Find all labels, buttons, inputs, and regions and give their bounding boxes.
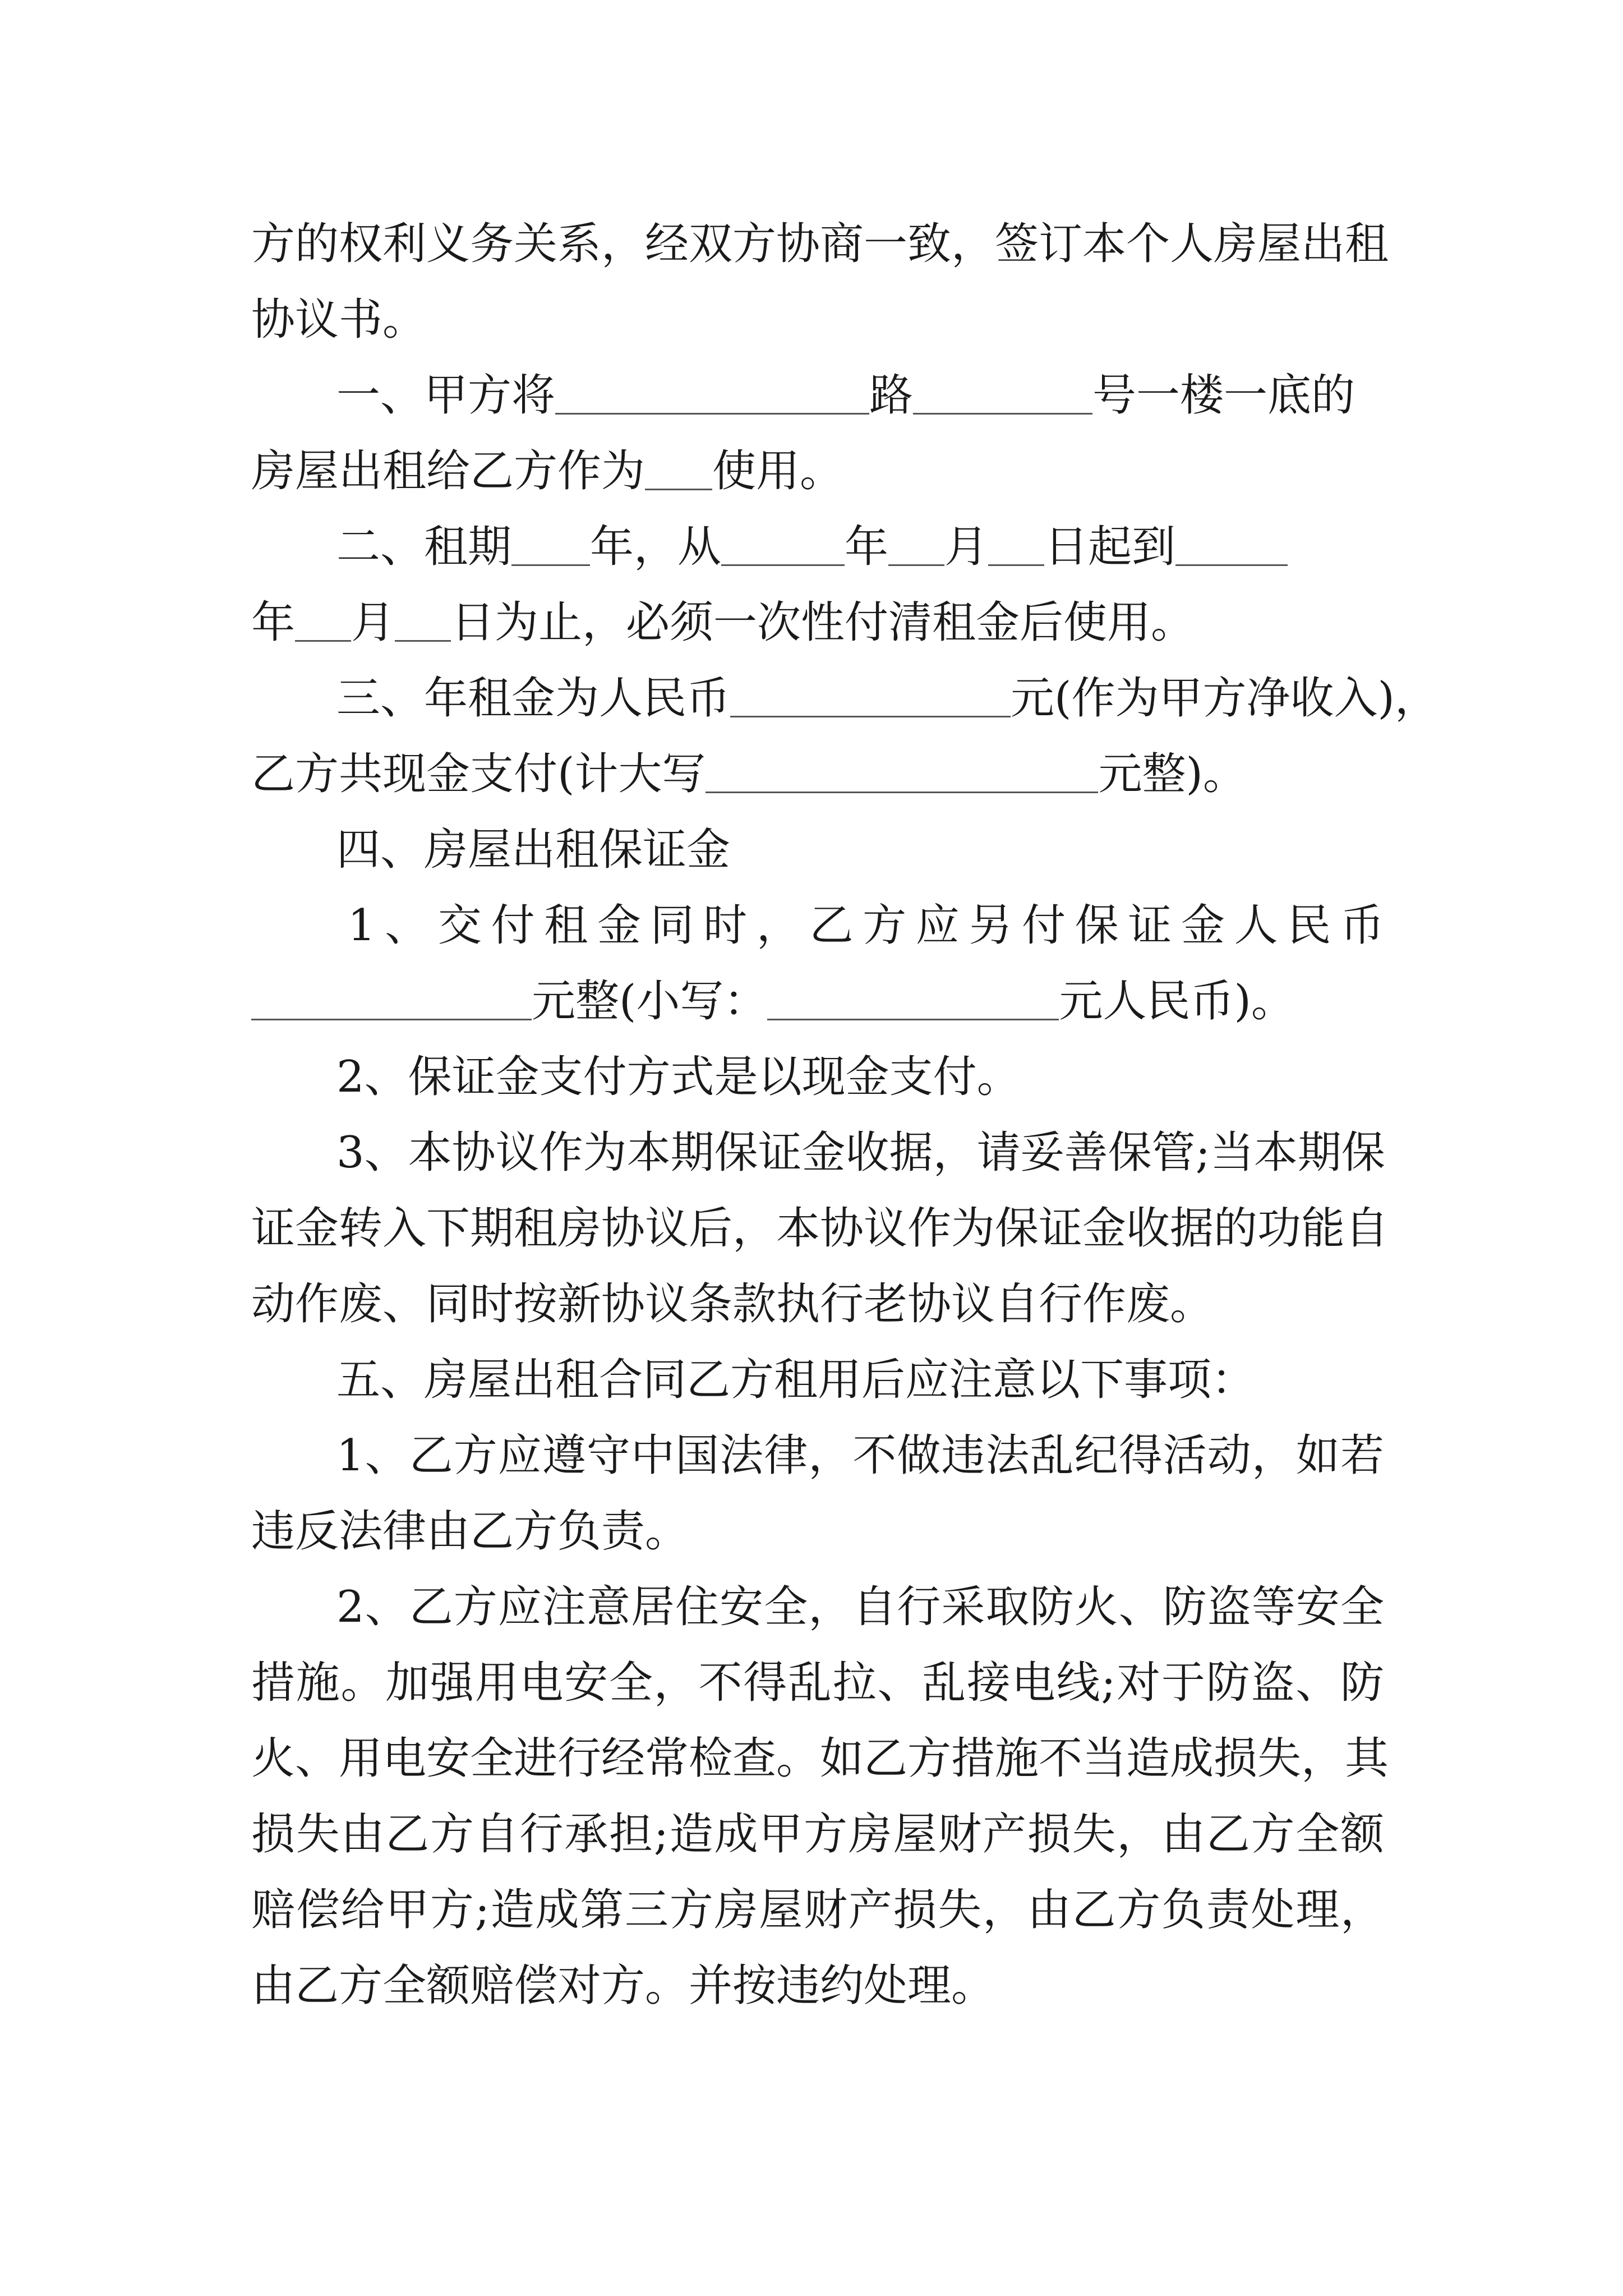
text-line xyxy=(251,1276,1384,1338)
fill-blank xyxy=(295,638,351,642)
text-span: 元整(小写： xyxy=(532,976,768,1027)
fill-blank xyxy=(1175,562,1288,566)
text-span: 路 xyxy=(869,370,914,421)
text-span: 措施。加强用电安全，不得乱拉、乱接电线;对于防盗、防 xyxy=(251,1658,1384,1708)
text-span: 日为止，必须一次性付清租金后使用。 xyxy=(451,597,1195,648)
text-span: 元整)。 xyxy=(1098,749,1247,799)
text-line xyxy=(251,1958,1384,2019)
text-line xyxy=(336,1579,1384,1641)
text-span: 三、年租金为人民币 xyxy=(336,673,731,724)
text-span: 年 xyxy=(251,597,296,648)
text-span: 日起到 xyxy=(1044,522,1176,572)
text-line xyxy=(336,1125,1384,1186)
fill-blank xyxy=(767,1016,1059,1020)
text-span: 月 xyxy=(351,597,395,648)
fill-blank xyxy=(721,562,845,566)
text-line xyxy=(336,1428,1384,1489)
text-span: 1、乙方应遵守中国法律，不做违法乱纪得活动，如若 xyxy=(336,1430,1384,1481)
text-line xyxy=(251,216,1389,278)
text-line xyxy=(251,1731,1389,1792)
text-span: 赔偿给甲方;造成第三方房屋财产损失，由乙方负责处理， xyxy=(251,1885,1384,1935)
text-line xyxy=(336,1049,1384,1111)
text-line xyxy=(251,292,1384,353)
text-span: 协议书。 xyxy=(251,295,427,345)
text-span: 月 xyxy=(944,522,989,572)
clause-1-line xyxy=(336,367,1384,429)
clause-3-line xyxy=(336,670,1438,732)
fill-blank xyxy=(730,714,1011,717)
text-span: 1、交付租金同时，乙方应另付保证金人民币 xyxy=(348,900,1384,951)
text-line xyxy=(348,898,1384,959)
text-line xyxy=(251,1655,1384,1717)
fill-blank xyxy=(988,562,1044,566)
text-line xyxy=(251,1806,1384,1868)
text-span: 由乙方全额赔偿对方。并按违约处理。 xyxy=(251,1961,995,2011)
text-span: 号一楼一底的 xyxy=(1092,370,1355,421)
fill-blank xyxy=(395,638,451,642)
fill-blank xyxy=(511,562,590,566)
fill-blank xyxy=(645,486,712,490)
text-span: 方的权利义务关系，经双方协商一致，签订本个人房屋出租 xyxy=(251,219,1389,269)
text-span: 房屋出租给乙方作为 xyxy=(251,446,645,496)
text-span: 五、房屋出租合同乙方租用后应注意以下事项： xyxy=(336,1355,1256,1405)
section-heading xyxy=(336,1352,1384,1414)
text-span: 乙方共现金支付(计大写 xyxy=(251,749,706,799)
text-span: 四、房屋出租保证金 xyxy=(336,825,731,875)
text-span: 一、甲方将 xyxy=(336,370,556,421)
text-span: 证金转入下期租房协议后，本协议作为保证金收据的功能自 xyxy=(251,1203,1389,1254)
text-line xyxy=(251,1882,1384,1944)
text-span: 使用。 xyxy=(712,446,844,496)
text-span: 年，从 xyxy=(590,522,722,572)
text-span: 火、用电安全进行经常检查。如乙方措施不当造成损失，其 xyxy=(251,1733,1389,1784)
text-span: 3、本协议作为本期保证金收据，请妥善保管;当本期保 xyxy=(336,1128,1385,1178)
text-span: 2、保证金支付方式是以现金支付。 xyxy=(336,1052,1021,1102)
text-line xyxy=(251,1503,1384,1565)
text-line xyxy=(251,973,1384,1035)
text-span: 动作废、同时按新协议条款执行老协议自行作废。 xyxy=(251,1279,1214,1329)
fill-blank xyxy=(913,411,1092,415)
fill-blank xyxy=(888,562,944,566)
fill-blank xyxy=(555,411,869,415)
text-span: 元(作为甲方净收入)， xyxy=(1011,673,1438,724)
clause-2-line xyxy=(336,519,1384,581)
text-span: 元人民币)。 xyxy=(1059,976,1295,1027)
text-span: 2、乙方应注意居住安全，自行采取防火、防盗等安全 xyxy=(336,1582,1384,1632)
text-line xyxy=(251,1200,1389,1262)
text-span: 违反法律由乙方负责。 xyxy=(251,1506,689,1557)
section-heading xyxy=(336,822,1384,884)
text-line xyxy=(251,595,1384,656)
fill-blank xyxy=(706,789,1098,793)
text-line xyxy=(251,746,1384,808)
text-line xyxy=(251,443,1384,505)
fill-blank xyxy=(251,1016,532,1020)
text-span: 二、租期 xyxy=(336,522,512,572)
text-span: 年 xyxy=(845,522,889,572)
text-span: 损失由乙方自行承担;造成甲方房屋财产损失，由乙方全额 xyxy=(251,1809,1384,1860)
